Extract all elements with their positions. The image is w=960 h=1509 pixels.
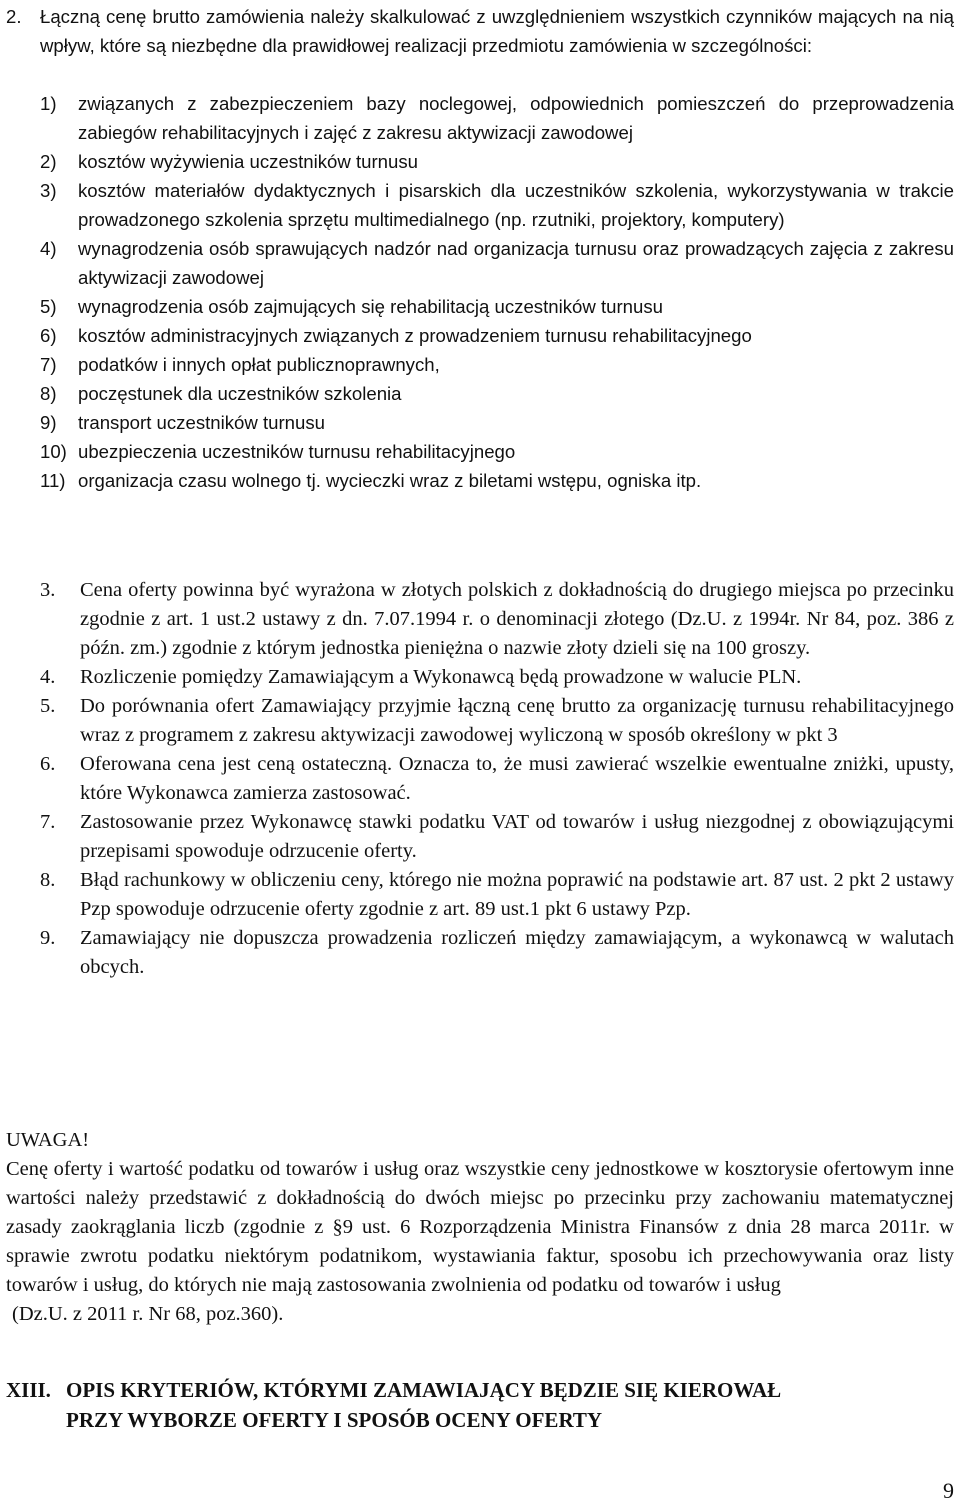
page-number: 9 <box>943 1478 954 1503</box>
list-item <box>40 437 954 466</box>
numbered-point-number: 7. <box>40 811 56 833</box>
list-item-number: 9) <box>40 412 57 433</box>
numbered-point <box>40 750 954 808</box>
section-2 <box>6 2 954 60</box>
numbered-point-number: 5. <box>40 695 56 717</box>
list-item <box>40 147 954 176</box>
list-item-number: 1) <box>40 93 57 114</box>
list-item-text: organizacja czasu wolnego tj. wycieczki wraz z biletami wstępu, ogniska itp. <box>78 470 702 491</box>
list-item <box>40 350 954 379</box>
numbered-point-number: 9. <box>40 927 56 949</box>
list-item <box>40 321 954 350</box>
numbered-point-text: Cena oferty powinna być wyrażona w złotych polskich z dokładnością do drugiego miejsca po przecinku zgodnie z art. 1 ust.2 ustawy z dn. 7.07.1994 r. o denominacji złotego (Dz.U. z 1994r. Nr 84, poz. 386 z późn. zm.) zgodnie z którym jednostka pieniężna o nazwie złoty dzieli się na 100 groszy. <box>80 579 954 659</box>
list-item-text: wynagrodzenia osób sprawujących nadzór nad organizacja turnusu oraz prowadzących zajęcia z zakresu aktywizacji zawodowej <box>78 238 954 288</box>
numbered-point <box>40 866 954 924</box>
list-item-number: 2) <box>40 151 57 172</box>
section-heading-line1: OPIS KRYTERIÓW, KTÓRYMI ZAMAWIAJĄCY BĘDZIE SIĘ KIEROWAŁ <box>66 1378 782 1402</box>
list-item <box>40 292 954 321</box>
list-item-text: poczęstunek dla uczestników szkolenia <box>78 383 402 404</box>
list-item <box>40 379 954 408</box>
note-title: UWAGA! <box>6 1129 90 1151</box>
list-item <box>40 234 954 292</box>
list-item <box>40 408 954 437</box>
numbered-point-number: 3. <box>40 579 56 601</box>
numbered-point <box>40 576 954 663</box>
numbered-point <box>40 692 954 750</box>
section-2-intro <box>6 2 954 60</box>
list-item-number: 11) <box>40 470 66 491</box>
numbered-point-text: Rozliczenie pomiędzy Zamawiającym a Wykonawcą będą prowadzone w walucie PLN. <box>80 666 802 688</box>
list-item <box>40 466 954 495</box>
numbered-point-text: Zastosowanie przez Wykonawcę stawki podatku VAT od towarów i usług niezgodnej z obowiązującymi przepisami spowoduje odrzucenie oferty. <box>80 811 954 862</box>
numbered-point <box>40 663 954 692</box>
list-item <box>40 176 954 234</box>
list-item-text: wynagrodzenia osób zajmujących się rehabilitacją uczestników turnusu <box>78 296 663 317</box>
section-heading <box>6 1375 954 1435</box>
list-item-number: 3) <box>40 180 57 201</box>
section-2-number: 2. <box>6 6 22 27</box>
numbered-points <box>40 576 954 982</box>
section-2-intro-text: Łączną cenę brutto zamówienia należy skalkulować z uwzględnieniem wszystkich czynników mających na nią wpływ, które są niezbędne dla prawidłowej realizacji przedmiotu zamówienia w szczególności: <box>40 6 954 56</box>
note-body: Cenę oferty i wartość podatku od towarów i usług oraz wszystkie ceny jednostkowe w kosztorysie ofertowym inne wartości należy przedstawić z dokładnością do dwóch miejsc po przecinku przy zachowaniu matematycznej zasady zaokrąglania liczb (zgodnie z §9 ust. 6 Rozporządzenia Ministra Finansów z dnia 28 marca 2011r. w sprawie zwrotu podatku niektórym podatnikom, wystawiania faktur, sposobu ich przechowywania oraz listy towarów i usług, do których nie mają zastosowania zwolnienia od podatku od towarów i usług <box>6 1158 954 1296</box>
numbered-point-number: 6. <box>40 753 56 775</box>
numbered-point-text: Błąd rachunkowy w obliczeniu ceny, którego nie można poprawić na podstawie art. 87 ust. 2 pkt 2 ustawy Pzp spowoduje odrzucenie oferty zgodnie z art. 89 ust.1 pkt 6 ustawy Pzp. <box>80 869 954 920</box>
list-item-text: związanych z zabezpieczeniem bazy noclegowej, odpowiednich pomieszczeń do przeprowadzenia zabiegów rehabilitacyjnych i zajęć z zakresu aktywizacji zawodowej <box>78 93 954 143</box>
list-item-text: transport uczestników turnusu <box>78 412 326 433</box>
numbered-point <box>40 808 954 866</box>
list-item-text: ubezpieczenia uczestników turnusu rehabilitacyjnego <box>78 441 516 462</box>
list-item-number: 5) <box>40 296 57 317</box>
numbered-point <box>40 924 954 982</box>
section-heading-line2: PRZY WYBORZE OFERTY I SPOSÓB OCENY OFERTY <box>66 1408 603 1432</box>
numbered-point-text: Zamawiający nie dopuszcza prowadzenia rozliczeń między zamawiającym, a wykonawcą w walutach obcych. <box>80 927 954 978</box>
list-item-number: 4) <box>40 238 57 259</box>
numbered-point-number: 8. <box>40 869 56 891</box>
list-item-text: podatków i innych opłat publicznoprawnych, <box>78 354 440 375</box>
section-2-list <box>40 89 954 495</box>
list-item-text: kosztów materiałów dydaktycznych i pisarskich dla uczestników szkolenia, wykorzystywania w trakcie prowadzonego szkolenia sprzętu multimedialnego (np. rzutniki, projektory, komputery) <box>78 180 954 230</box>
list-item <box>40 89 954 147</box>
list-item-number: 7) <box>40 354 57 375</box>
note-citation: (Dz.U. z 2011 r. Nr 68, poz.360). <box>12 1303 284 1325</box>
list-item-text: kosztów wyżywienia uczestników turnusu <box>78 151 418 172</box>
list-item-text: kosztów administracyjnych związanych z prowadzeniem turnusu rehabilitacyjnego <box>78 325 752 346</box>
list-item-number: 10) <box>40 441 67 462</box>
list-item-number: 8) <box>40 383 57 404</box>
section-heading-number: XIII. <box>6 1378 51 1402</box>
numbered-point-text: Do porównania ofert Zamawiający przyjmie łączną cenę brutto za organizację turnusu rehabilitacyjnego wraz z programem z zakresu aktywizacji zawodowej wyliczoną w sposób określony w pkt 3 <box>80 695 954 746</box>
numbered-point-text: Oferowana cena jest ceną ostateczną. Oznacza to, że musi zawierać wszelkie ewentualne zniżki, upusty, które Wykonawca zamierza zastosować. <box>80 753 954 804</box>
list-item-number: 6) <box>40 325 57 346</box>
note-block <box>6 1126 954 1329</box>
numbered-point-number: 4. <box>40 666 56 688</box>
